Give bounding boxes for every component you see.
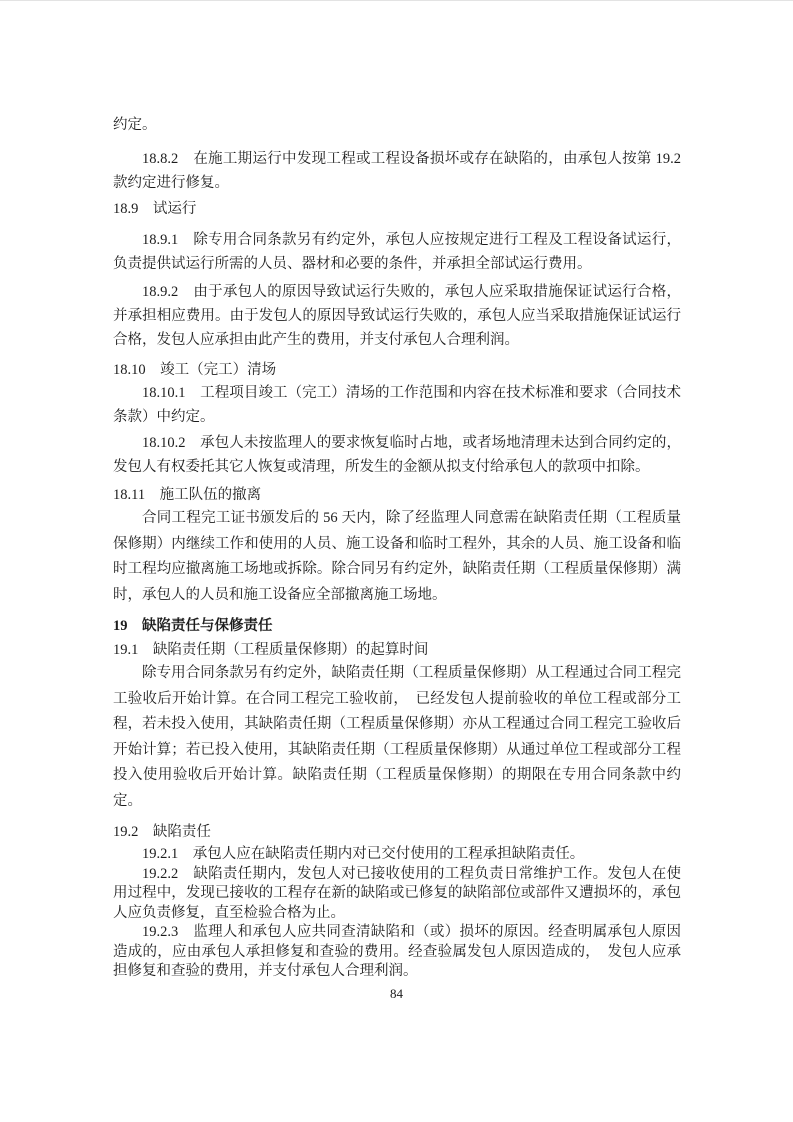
clause-paragraph-18-9-2: 18.9.2 由于承包人的原因导致试运行失败的，承包人应采取措施保证试运行合格，并承担相应费用。由于发包人的原因导致试运行失败的，承包人应当采取措施保证试运行合格，发包人应承担由此产生的费用，并支付承包人合理利润。: [113, 284, 681, 348]
section-heading-18-10: 18.10 竣工（完工）清场: [113, 362, 277, 378]
section-heading-18-9: 18.9 试运行: [113, 201, 197, 217]
clause-paragraph-19-1-body: 除专用合同条款另有约定外，缺陷责任期（工程质量保修期）从工程通过合同工程完工验收后开始计算。在合同工程完工验收前， 已经发包人提前验收的单位工程或部分工程，若未投入使用，其缺陷责任期（工程质量保修期）亦从工程通过合同工程完工验收后开始计算；若已投入使用，其缺陷责任期（工程质量保修期）从通过单位工程或部分工程投入使用验收后开始计算。缺陷责任期（工程质量保修期）的期限在专用合同条款中约定。: [113, 665, 681, 809]
clause-paragraph-18-10-1: 18.10.1 工程项目竣工（完工）清场的工作范围和内容在技术标准和要求（合同技术条款）中约定。: [113, 385, 681, 425]
clause-paragraph-18-9-1: 18.9.1 除专用合同条款另有约定外，承包人应按规定进行工程及工程设备试运行，负责提供试运行所需的人员、器材和必要的条件，并承担全部试运行费用。: [113, 232, 681, 272]
section-heading-18-11: 18.11 施工队伍的撤离: [113, 487, 262, 503]
clause-paragraph-continuation: 约定。: [113, 117, 157, 133]
clause-paragraph-18-11-body: 合同工程完工证书颁发后的 56 天内，除了经监理人同意需在缺陷责任期（工程质量保修期）内继续工作和使用的人员、施工设备和临时工程外，其余的人员、施工设备和临时工程均应撤离施工场地或拆除。除合同另有约定外，缺陷责任期（工程质量保修期）满时，承包人的人员和施工设备应全部撤离施工场地。: [113, 510, 681, 603]
clause-paragraph-19-2-2: 19.2.2 缺陷责任期内，发包人对已接收使用的工程负责日常维护工作。发包人在使用过程中，发现已接收的工程存在新的缺陷或已修复的缺陷部位或部件又遭损坏的，承包人应负责修复，直至检验合格为止。: [113, 865, 681, 921]
document-content: [113, 113, 681, 982]
chapter-heading-19: 19 缺陷责任与保修责任: [113, 618, 273, 634]
section-heading-19-2: 19.2 缺陷责任: [113, 824, 211, 840]
page-footer: [0, 984, 793, 1004]
clause-paragraph-19-2-3: 19.2.3 监理人和承包人应共同查清缺陷和（或）损坏的原因。经查明属承包人原因造成的，应由承包人承担修复和查验的费用。经查验属发包人原因造成的， 发包人应承担修复和查验的费用，并支付承包人合理利润。: [113, 924, 681, 979]
section-heading-19-1: 19.1 缺陷责任期（工程质量保修期）的起算时间: [113, 642, 429, 658]
clause-paragraph-19-2-1: 19.2.1 承包人应在缺陷责任期内对已交付使用的工程承担缺陷责任。: [142, 846, 585, 862]
clause-paragraph-18-8-2: 18.8.2 在施工期运行中发现工程或工程设备损坏或存在缺陷的，由承包人按第 19.2 款约定进行修复。: [113, 151, 681, 191]
page-number: 84: [390, 986, 403, 1001]
clause-paragraph-18-10-2: 18.10.2 承包人未按监理人的要求恢复临时占地，或者场地清理未达到合同约定的，发包人有权委托其它人恢复或清理，所发生的金额从拟支付给承包人的款项中扣除。: [113, 435, 681, 475]
